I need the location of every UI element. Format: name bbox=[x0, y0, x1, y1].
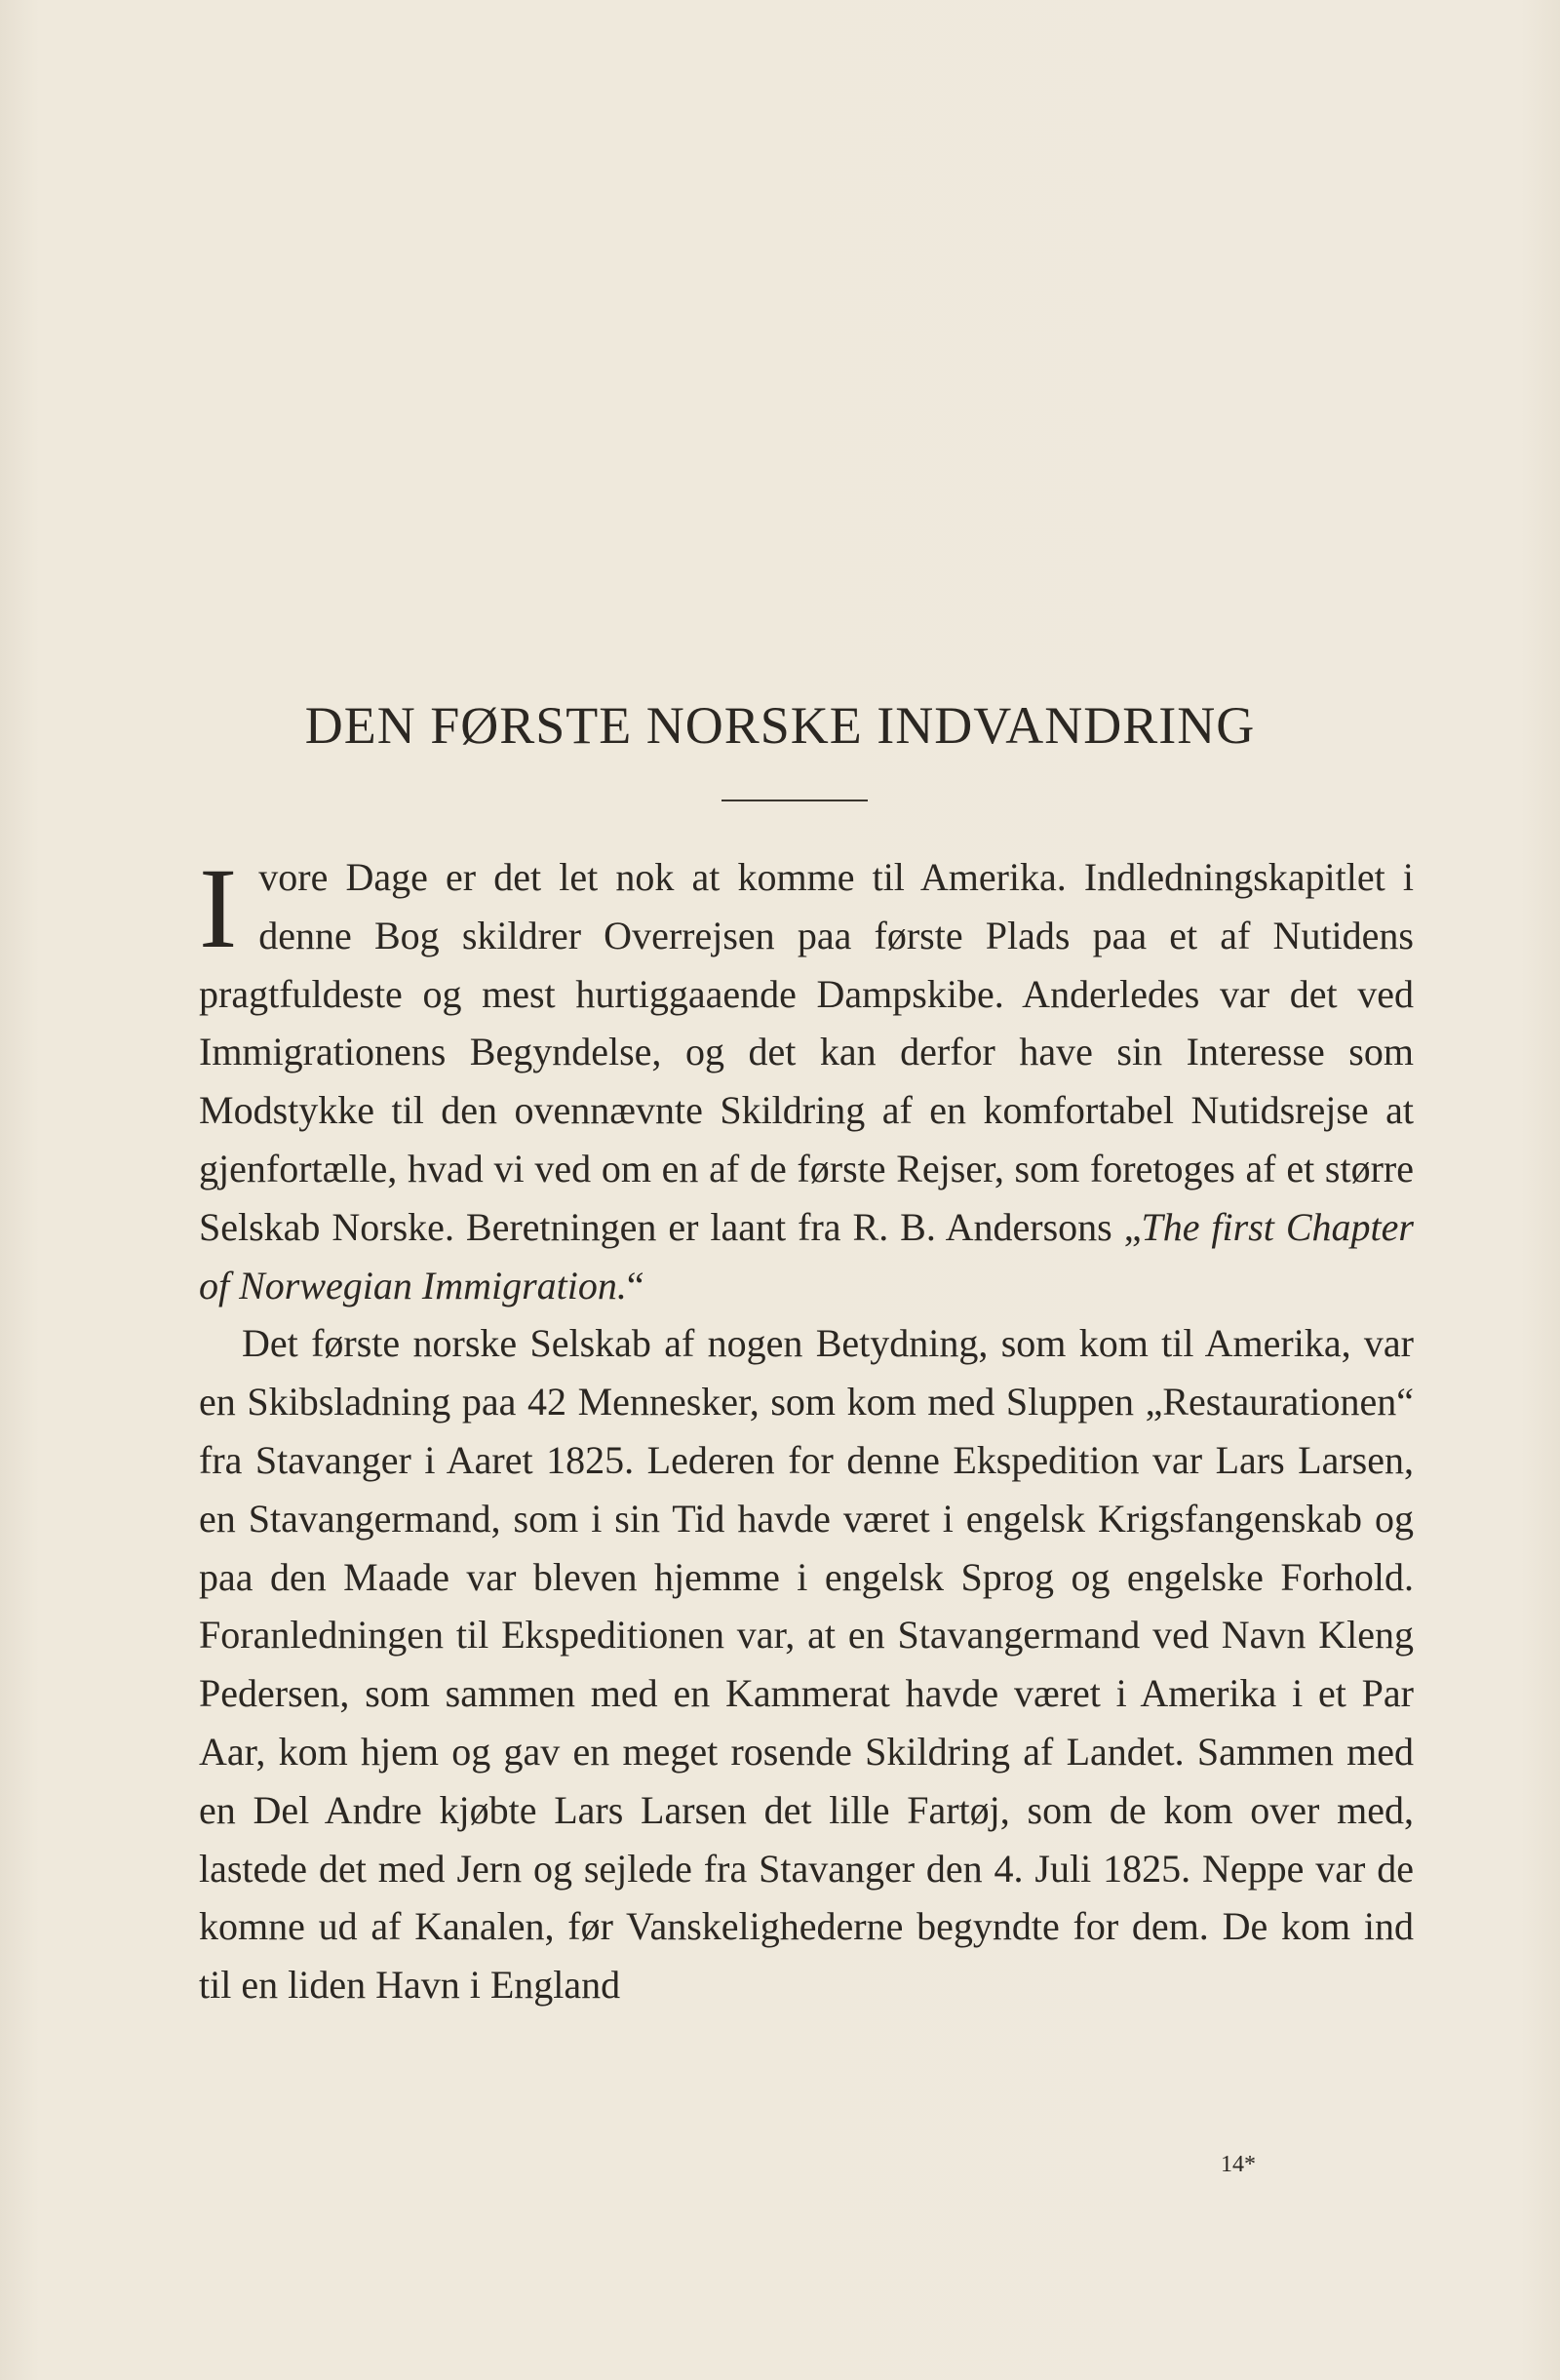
italic-book-title: The first Chapter of Norwegian Immigration. bbox=[199, 1204, 1414, 1307]
folio-signature: 14* bbox=[1221, 2152, 1256, 2177]
heading-divider bbox=[722, 800, 868, 801]
paragraph-1-text: vore Dage er det let nok at komme til Amerika. Indledningskapitlet i denne Bog skildrer Overrejsen paa første Plads paa et af Nutidens pragtfuldeste og mest hurtiggaaende Dampskibe. Anderledes var det ved Immigrationens Begyndelse, og det kan derfor have sin Interesse som Modstykke til den ovennævnte Skildring af en komfortabel Nutidsrejse at gjenfortælle, hvad vi ved om en af de første Rejser, som foretoges af et større Selskab Norske. Beretningen er laant fra R. B. Andersons „ bbox=[199, 855, 1414, 1249]
closing-quote: “ bbox=[626, 1263, 644, 1307]
body-text bbox=[199, 844, 1414, 2014]
drop-cap: I bbox=[199, 844, 238, 972]
paragraph-2: Det første norske Selskab af nogen Betydning, som kom til Amerika, var en Skibsladning paa 42 Mennesker, som kom med Sluppen „Restaurationen“ fra Stavanger i Aaret 1825. Lederen for denne Ekspedition var Lars Larsen, en Stavangermand, som i sin Tid havde været i engelsk Krigsfangenskab og paa den Maade var bleven hjemme i engelsk Sprog og engelske Forhold. Foranledningen til Ekspeditionen var, at en Stavangermand ved Navn Kleng Pedersen, som sammen med en Kammerat havde været i Amerika i et Par Aar, kom hjem og gav en meget rosende Skildring af Landet. Sammen med en Del Andre kjøbte Lars Larsen det lille Fartøj, som de kom over med, lastede det med Jern og sejlede fra Stavanger den 4. Juli 1825. Neppe var de komne ud af Kanalen, før Vanskelighederne begyndte for dem. De kom ind til en liden Havn i England bbox=[199, 1321, 1414, 2008]
chapter-heading: DEN FØRSTE NORSKE INDVANDRING bbox=[304, 696, 1256, 755]
paragraph-1 bbox=[199, 844, 1414, 1314]
